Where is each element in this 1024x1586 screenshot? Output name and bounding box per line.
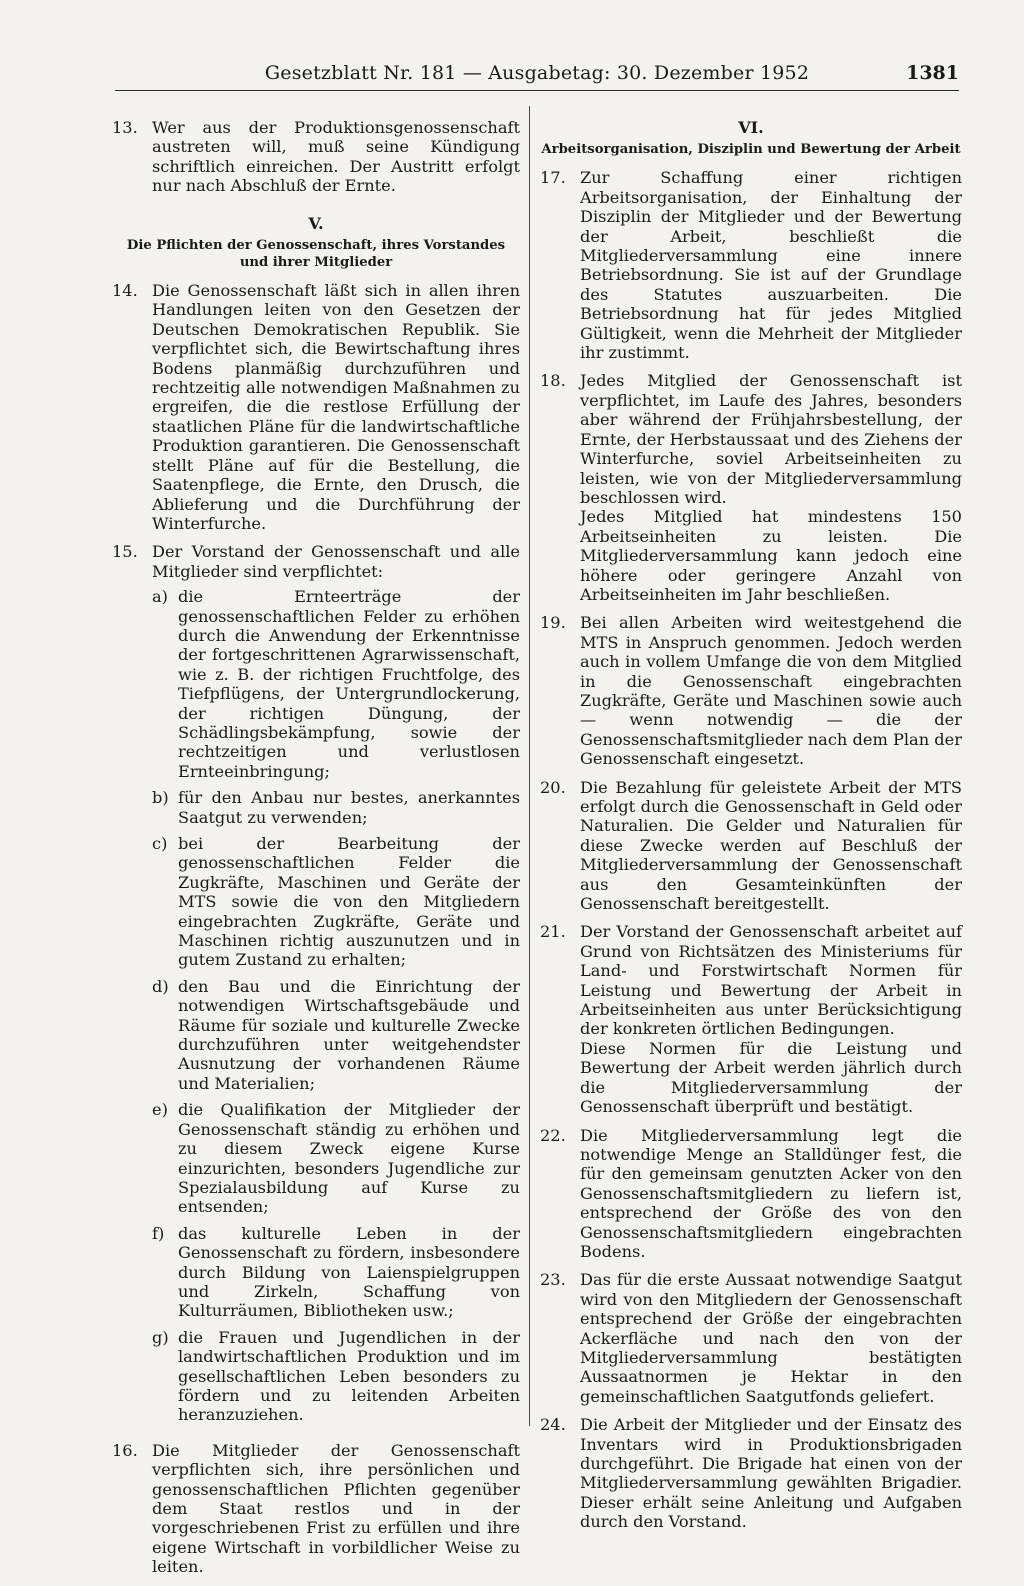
list-label: g) [152,1327,169,1347]
paragraph-22 [540,1126,962,1262]
paragraph-number: 16. [112,1440,138,1460]
paragraph-13 [112,118,520,196]
list-item [152,834,520,970]
paragraph-number: 15. [112,542,138,562]
list-item [152,1224,520,1321]
list-item [152,587,520,781]
list-label: e) [152,1100,168,1120]
list-label: f) [152,1223,165,1243]
paragraph-number: 18. [540,371,566,391]
paragraph-number: 17. [540,168,566,188]
list-text: die Frauen und Jugendlichen in der landwirtschaftlichen Produktion und im gesellschaftlichen Leben besonders zu fördern und zu leitenden Arbeiten heranzuziehen. [178,1327,520,1425]
paragraph-19 [540,613,962,768]
section-number: VI. [738,118,764,137]
list-label: b) [152,788,169,808]
list-label: d) [152,976,169,996]
right-column [540,118,962,1541]
section-number: V. [308,213,324,233]
paragraph-18 [540,371,962,604]
paragraph-text: Die Arbeit der Mitglieder und der Einsatz des Inventars wird in Produktionsbrigaden durchgeführt. Die Brigade hat einen von der Mitgliederversammlung gewählten Brigadier. Dieser erhält seine Anleitung und Aufgaben durch den Vorstand. [580,1415,962,1532]
paragraph-17 [540,168,962,362]
paragraph-text: Das für die erste Aussaat notwendige Saatgut wird von den Mitgliedern der Genossenschaft entsprechend der Größe der eingebrachten Ackerfläche und nach den von der Mitgliederversammlung bestätigten Aussaatnormen je Hektar in den gemeinschaftlichen Saatgutfonds geliefert. [580,1270,962,1406]
paragraph-number: 21. [540,922,566,942]
paragraph-text: Zur Schaffung einer richtigen Arbeitsorganisation, der Einhaltung der Disziplin der Mitglieder und der Bewertung der Arbeit, beschließt die Mitgliederversammlung eine innere Betriebsordnung. Sie ist auf der Grundlage des Statutes auszuarbeiten. Die Betriebsordnung hat für jedes Mitglied Gültigkeit, wenn die Mehrheit der Mitglieder ihr zustimmt. [580,168,962,363]
paragraph-20 [540,778,962,914]
paragraph-text: Wer aus der Produktionsgenossenschaft austreten will, muß seine Kündigung schriftlich einreichen. Der Austritt erfolgt nur nach Abschluß der Ernte. [152,118,520,196]
paragraph-21 [540,922,962,1116]
paragraph-text: Jedes Mitglied der Genossenschaft ist verpflichtet, im Laufe des Jahres, besonders aber während der Frühjahrsbestellung, der Ernte, der Herbstaussaat und des Ziehens der Winterfurche, soviel Arbeitseinheiten zu leisten, wie von der Mitgliederversammlung beschlossen wird. [580,371,962,507]
paragraph-number: 22. [540,1125,566,1145]
paragraph-text: Die Bezahlung für geleistete Arbeit der MTS erfolgt durch die Genossenschaft in Geld oder Naturalien. Die Gelder und Naturalien für diese Zwecke werden auf Beschluß der Mitgliederversammlung der Genossenschaft aus den Gesamteinkünften der Genossenschaft bereitgestellt. [580,777,962,914]
column-divider [529,106,530,1426]
paragraph-16 [112,1441,520,1577]
section-title: Die Pflichten der Genossenschaft, ihres Vorstandes und ihrer Mitglieder [126,238,506,271]
page-header [115,60,959,91]
header-title: Gesetzblatt Nr. 181 — Ausgabetag: 30. Dezember 1952 [264,62,810,84]
paragraph-number: 23. [540,1270,566,1290]
list-text: den Bau und die Einrichtung der notwendigen Wirtschaftsgebäude und Räume für soziale und kulturelle Zwecke durchzuführen unter weitgehendster Ausnutzung der vorhandenen Räume und Materialien; [178,976,520,1093]
list-item [152,977,520,1093]
paragraph-24 [540,1415,962,1531]
paragraph-text: Die Mitgliederversammlung legt die notwendige Menge an Stalldünger fest, die für den gemeinsam genutzten Acker von den Genossenschaftsmitgliedern zu liefern ist, entsprechend der Größe des von den Genossenschaftsmitgliedern eingebrachten Bodens. [580,1125,962,1261]
paragraph-text: Die Genossenschaft läßt sich in allen ihren Handlungen leiten von den Gesetzen der Deutschen Demokratischen Republik. Sie verpflichtet sich, die Bewirtschaftung ihres Bodens planmäßig durchzuführen und rechtzeitig alle notwendigen Maßnahmen zu ergreifen, die die restlose Erfüllung der staatlichen Pläne für die landwirtschaftliche Produktion garantieren. Die Genossenschaft stellt Pläne auf für die Bestellung, die Saatenpflege, die Ernte, den Drusch, die Ablieferung und die Durchführung der Winterfurche. [152,281,520,533]
section-title: Arbeitsorganisation, Disziplin und Bewertung der Arbeit [541,142,961,158]
list-item [152,1328,520,1425]
list-item [152,1100,520,1216]
list-text: die Qualifikation der Mitglieder der Genossenschaft ständig zu erhöhen und zu diesem Zweck eigene Kurse einzurichten, besonders Jugendliche zur Spezialausbildung auf Kurse zu entsenden; [178,1100,520,1217]
paragraph-number: 19. [540,613,566,633]
left-column [112,118,520,1586]
list-text: das kulturelle Leben in der Genossenschaft zu fördern, insbesondere durch Bildung von Laienspielgruppen und Zirkeln, Schaffung von Kulturräumen, Bibliotheken usw.; [178,1223,520,1321]
paragraph-text: Bei allen Arbeiten wird weitestgehend die MTS in Anspruch genommen. Jedoch werden auch in vollem Umfange die von dem Mitglied in die Genossenschaft eingebrachten Zugkräfte, Geräte und Maschinen sowie auch — wenn notwendig — die der Genossenschaftsmitglieder nach dem Plan der Genossenschaft eingesetzt. [580,613,962,769]
paragraph-number: 13. [112,118,138,137]
page-number: 1381 [906,62,959,84]
paragraph-text: Jedes Mitglied hat mindestens 150 Arbeitseinheiten zu leisten. Die Mitgliederversammlung kann jedoch eine höhere oder geringere Anzahl von Arbeitseinheiten im Jahr beschließen. [580,507,962,604]
list-label: c) [152,834,168,853]
paragraph-15 [112,542,520,1431]
list-text: bei der Bearbeitung der genossenschaftlichen Felder die Zugkräfte, Maschinen und Geräte der MTS sowie die von den Mitgliedern eingebrachten Zugkräfte, Geräte und Maschinen richtig auszunutzen und in gutem Zustand zu erhalten; [178,834,520,970]
list-item [152,788,520,827]
paragraph-text: Die Mitglieder der Genossenschaft verpflichten sich, ihre persönlichen und genossenschaftlichen Pflichten gegenüber dem Staat restlos und in der vorgeschriebenen Frist zu erfüllen und ihre eigene Wirtschaft in vorbildlicher Weise zu leiten. [152,1440,520,1577]
paragraph-14 [112,281,520,533]
paragraph-23 [540,1270,962,1406]
paragraph-number: 24. [540,1415,566,1435]
paragraph-number: 20. [540,777,566,797]
paragraph-intro: Der Vorstand der Genossenschaft und alle Mitglieder sind verpflichtet: [152,542,520,581]
list-text: die Ernteerträge der genossenschaftlichen Felder zu erhöhen durch die Anwendung der Erkenntnisse der fortgeschrittenen Agrarwissenschaft, wie z. B. der richtigen Fruchtfolge, des Tiefpflügens, der Untergrundlockerung, der richtigen Düngung, der Schädlingsbekämpfung, sowie der rechtzeitigen und verlustlosen Ernteeinbringung; [178,587,520,781]
paragraph-text: Diese Normen für die Leistung und Bewertung der Arbeit werden jährlich durch die Mitgliederversammlung der Genossenschaft überprüft und bestätigt. [580,1038,962,1117]
list-label: a) [152,587,168,607]
list-text: für den Anbau nur bestes, anerkanntes Saatgut zu verwenden; [178,788,520,827]
paragraph-text: Der Vorstand der Genossenschaft arbeitet auf Grund von Richtsätzen des Ministeriums für Land- und Forstwirtschaft Normen für Leistung und Bewertung der Arbeit in Arbeitseinheiten aus unter Berücksichtigung der konkreten örtlichen Bedingungen. [580,922,962,1039]
paragraph-number: 14. [112,281,138,301]
